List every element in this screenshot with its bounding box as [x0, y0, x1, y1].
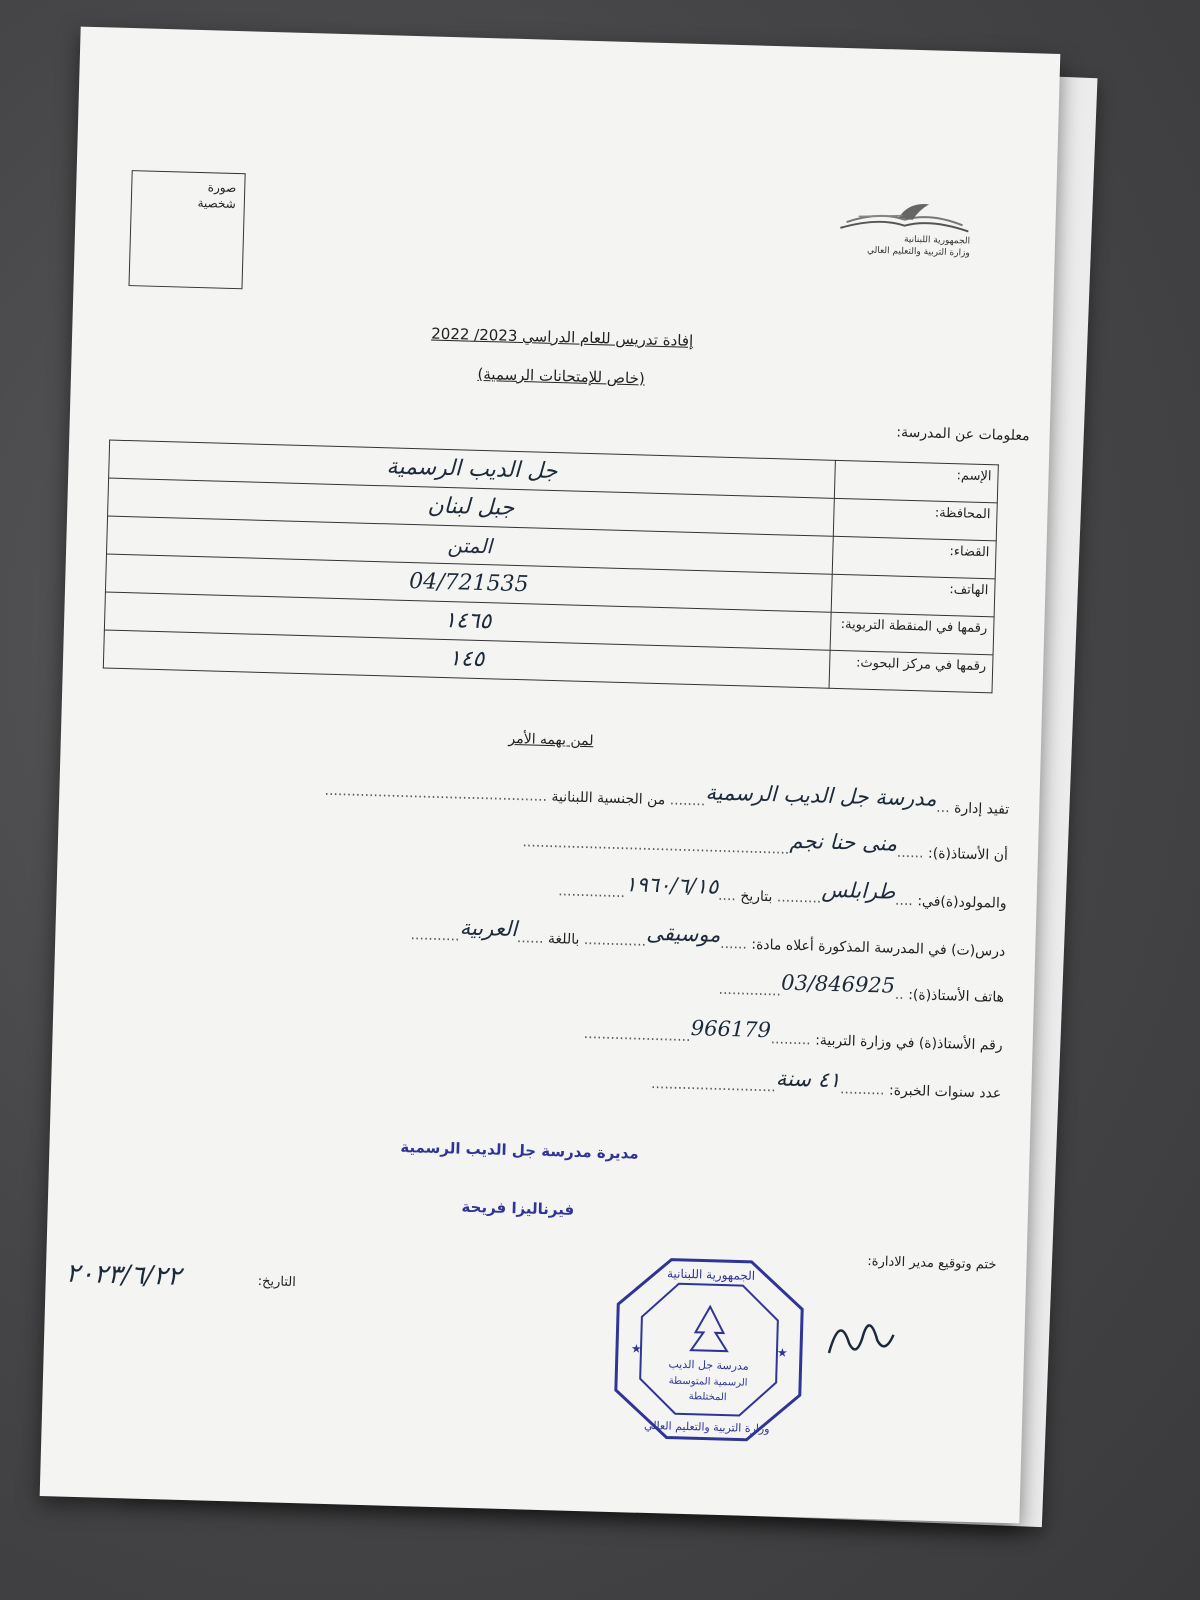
to-whom-heading: لمن يهمه الأمر	[508, 730, 594, 750]
date-value: ٢٠٢٣/٦/٢٢	[65, 1258, 182, 1292]
line-birth: والمولود(ة)في: ....طرابلس.......... بتاريخ ....١٩٦٠/٦/١٥...............	[558, 872, 1007, 912]
experience-hw: ٤١ سنة	[775, 1066, 841, 1093]
seal-label: ختم وتوقيع مدير الادارة:	[867, 1254, 997, 1273]
row-label: رقمها في مركز البحوث:	[829, 650, 993, 693]
governorate-value: جبل لبنان	[427, 493, 515, 521]
row-label: المحافظة:	[833, 498, 997, 541]
svg-text:★: ★	[630, 1341, 642, 1356]
stamp-seal-icon	[606, 1252, 811, 1448]
school-info-label: معلومات عن المدرسة:	[896, 424, 1030, 445]
district-value: المتن	[447, 532, 493, 558]
ministry-number-hw: 966179	[690, 1016, 772, 1043]
svg-text:وزارة التربية والتعليم العالي: وزارة التربية والتعليم العالي	[643, 1418, 770, 1436]
ministry-text: وزارة التربية والتعليم العالي	[866, 245, 970, 259]
line-ministry-number: رقم الأستاذ(ة) في وزارة التربية: .........966179........................	[583, 1016, 1003, 1054]
republic-text: الجمهورية اللبنانية	[903, 234, 971, 247]
ministry-logo	[830, 198, 972, 260]
row-label: الإسم:	[834, 460, 998, 503]
phone-value: 04/721535	[408, 568, 529, 598]
birthdate-hw: ١٩٦٠/٦/١٥	[624, 872, 719, 899]
date-label: التاريخ:	[257, 1274, 297, 1291]
school-hw: مدرسة جل الديب الرسمية	[705, 780, 937, 811]
school-info-table	[103, 440, 999, 694]
school-stamp	[606, 1252, 811, 1448]
language-hw: العربية	[459, 915, 518, 942]
line-administration: تفيد إدارة ...مدرسة جل الديب الرسمية........ من الجنسية اللبنانية ..................................................	[324, 780, 1010, 818]
document-subtitle: (خاص للإمتحانات الرسمية)	[477, 364, 645, 388]
director-name: فيرناليزا فريحة	[461, 1197, 575, 1219]
director-title: مديرة مدرسة جل الديب الرسمية	[400, 1137, 639, 1163]
photo-label: صورة شخصية	[197, 180, 237, 212]
handwritten-signature	[819, 1303, 901, 1369]
research-center-number: ١٤٥	[448, 646, 485, 673]
photo-box	[128, 170, 245, 289]
row-label: رقمها في المنقطة التربوية:	[830, 612, 994, 655]
line-experience: عدد سنوات الخبرة: ..........٤١ سنة............................	[650, 1066, 1002, 1102]
teacher-name-hw: منى حنا نجم	[789, 828, 898, 856]
open-book-icon	[838, 198, 971, 236]
birthplace-hw: طرابلس	[821, 877, 896, 904]
document-page	[40, 27, 1061, 1524]
svg-text:مدرسة جل الديب: مدرسة جل الديب	[668, 1357, 749, 1373]
document-title: إفادة تدريس للعام الدراسي 2023/ 2022	[430, 324, 694, 350]
line-teacher: أن الأستاذ(ة): ......منى حنا نجم............................................................	[522, 828, 1009, 864]
svg-text:الرسمية المتوسطة: الرسمية المتوسطة	[668, 1375, 748, 1389]
line-subject: درس(ت) في المدرسة المذكورة أعلاه مادة: ......موسيقى.............. باللغة ......العربية...........	[410, 915, 1006, 960]
educational-zone-number: ١٤٦٥	[443, 607, 492, 635]
row-label: القضاء:	[832, 536, 996, 579]
line-teacher-phone: هاتف الأستاذ(ة): ..03/846925..............	[718, 970, 1005, 1006]
svg-text:الجمهورية اللبنانية: الجمهورية اللبنانية	[666, 1266, 756, 1283]
svg-text:المختلطة: المختلطة	[688, 1391, 727, 1404]
subject-hw: موسيقى	[646, 920, 721, 947]
school-name-value: جل الديب الرسمية	[386, 454, 558, 485]
row-label: الهاتف:	[831, 574, 995, 617]
svg-text:★: ★	[776, 1345, 788, 1360]
teacher-phone-hw: 03/846925	[780, 970, 896, 998]
